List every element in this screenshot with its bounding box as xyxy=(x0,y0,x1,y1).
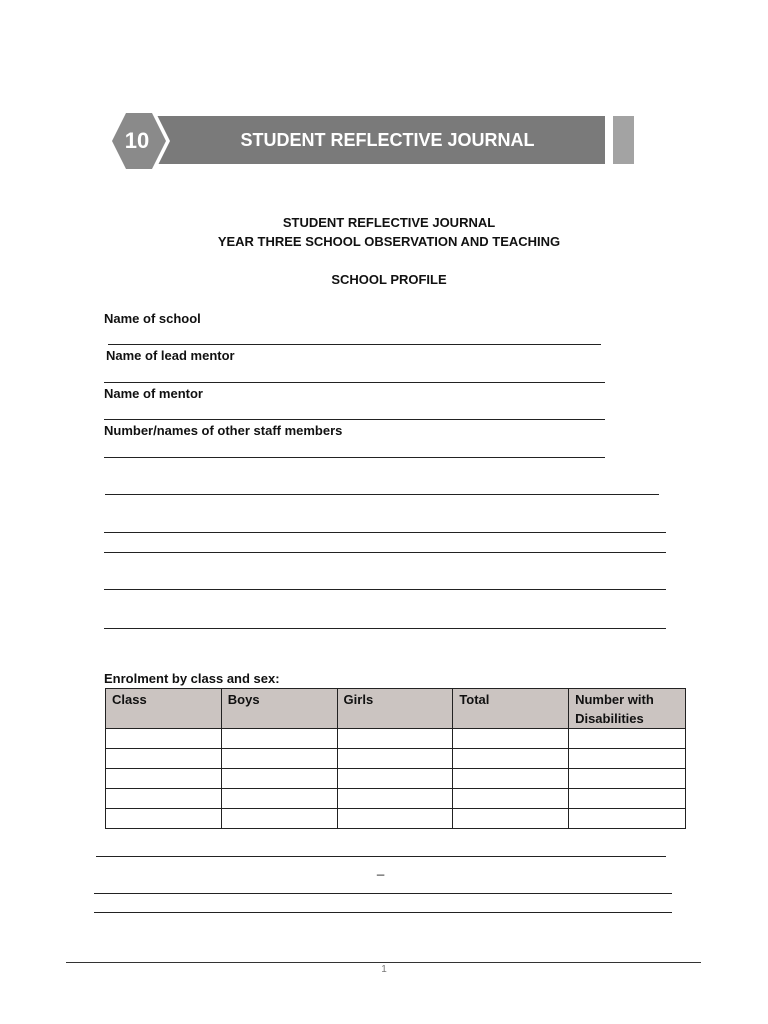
writing-line[interactable] xyxy=(94,893,672,894)
table-row xyxy=(106,769,686,789)
writing-line[interactable] xyxy=(104,532,666,533)
table-row xyxy=(106,729,686,749)
writing-line[interactable] xyxy=(96,856,666,857)
school-name-label: Name of school xyxy=(104,311,201,326)
table-cell[interactable] xyxy=(106,729,222,749)
enrolment-table xyxy=(105,688,686,829)
table-cell[interactable] xyxy=(221,729,337,749)
column-header-disabilities: Number with Disabilities xyxy=(569,689,686,729)
page-number: 1 xyxy=(381,964,387,975)
document-subtitle: YEAR THREE SCHOOL OBSERVATION AND TEACHING xyxy=(217,234,561,249)
table-cell[interactable] xyxy=(221,789,337,809)
table-cell[interactable] xyxy=(106,789,222,809)
table-cell[interactable] xyxy=(569,789,686,809)
writing-line[interactable] xyxy=(104,552,666,553)
table-cell[interactable] xyxy=(106,769,222,789)
banner-side-tab xyxy=(613,116,634,164)
column-header-total: Total xyxy=(453,689,569,729)
table-cell[interactable] xyxy=(337,749,453,769)
enrolment-heading: Enrolment by class and sex: xyxy=(104,671,280,686)
table-cell[interactable] xyxy=(453,729,569,749)
writing-line[interactable] xyxy=(94,912,672,913)
mentor-line[interactable] xyxy=(104,419,605,420)
table-cell[interactable] xyxy=(337,769,453,789)
column-header-girls: Girls xyxy=(337,689,453,729)
lead-mentor-label: Name of lead mentor xyxy=(106,348,235,363)
table-cell[interactable] xyxy=(569,769,686,789)
table-cell[interactable] xyxy=(453,809,569,829)
table-cell[interactable] xyxy=(221,809,337,829)
table-cell[interactable] xyxy=(569,729,686,749)
table-cell[interactable] xyxy=(337,729,453,749)
table-cell[interactable] xyxy=(337,789,453,809)
table-row xyxy=(106,749,686,769)
column-header-boys: Boys xyxy=(221,689,337,729)
section-heading: SCHOOL PROFILE xyxy=(331,272,447,287)
table-cell[interactable] xyxy=(569,809,686,829)
column-header-class: Class xyxy=(106,689,222,729)
table-cell[interactable] xyxy=(106,749,222,769)
table-cell[interactable] xyxy=(221,769,337,789)
footer-divider xyxy=(66,962,701,963)
table-cell[interactable] xyxy=(106,809,222,829)
table-header-row xyxy=(106,689,686,729)
chapter-number: 10 xyxy=(124,128,150,153)
writing-line[interactable] xyxy=(104,589,666,590)
banner-title: STUDENT REFLECTIVE JOURNAL xyxy=(240,130,535,150)
document-title: STUDENT REFLECTIVE JOURNAL xyxy=(282,215,496,230)
table-row xyxy=(106,789,686,809)
table-cell[interactable] xyxy=(453,789,569,809)
table-cell[interactable] xyxy=(453,749,569,769)
lead-mentor-line[interactable] xyxy=(104,382,605,383)
school-name-line[interactable] xyxy=(108,344,601,345)
mentor-label: Name of mentor xyxy=(104,386,203,401)
table-row xyxy=(106,809,686,829)
table-cell[interactable] xyxy=(221,749,337,769)
staff-members-label: Number/names of other staff members xyxy=(104,423,343,438)
table-cell[interactable] xyxy=(337,809,453,829)
writing-line[interactable] xyxy=(104,628,666,629)
table-cell[interactable] xyxy=(569,749,686,769)
stray-dash: _ xyxy=(377,861,385,876)
writing-line[interactable] xyxy=(105,494,659,495)
staff-members-line[interactable] xyxy=(104,457,605,458)
table-cell[interactable] xyxy=(453,769,569,789)
